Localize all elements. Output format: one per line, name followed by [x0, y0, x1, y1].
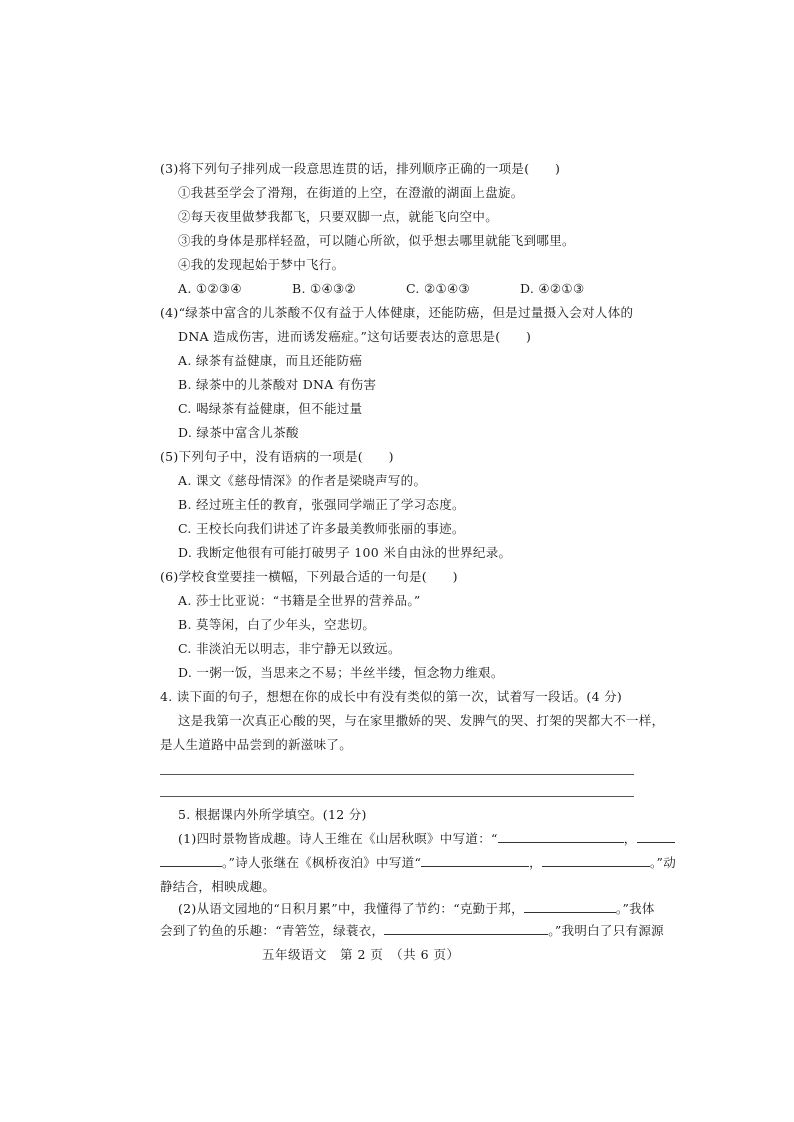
fill-text-4a: (2)从语文园地的“日积月累”中，我懂得了节约：“克勤于邦，	[178, 901, 524, 916]
fill-text-5b: 。”我明白了只有源源	[548, 923, 664, 938]
fill-line-3: 静结合，相映成趣。	[160, 879, 276, 894]
fill-text-2a: 。”诗人张继在《枫桥夜泊》中写道“	[222, 855, 422, 870]
blank-4[interactable]	[542, 854, 650, 867]
answer-line-2[interactable]	[160, 796, 634, 797]
q3-sentence-4: ④我的发现起始于梦中飞行。	[178, 257, 345, 272]
fill-line-2	[160, 854, 676, 872]
page-footer: 五年级语文 第 2 页 （共 6 页）	[262, 947, 460, 962]
fill-text-2c: 。”动	[649, 855, 676, 870]
q3-option-d: D. ④②①③	[520, 281, 585, 296]
fill-text-1a: (1)四时景物皆成趣。诗人王维在《山居秋暝》中写道：“	[178, 831, 498, 846]
q5-option-d: D. 我断定他很有可能打破男子 100 米自由泳的世界纪录。	[178, 545, 512, 560]
fill-line-1	[178, 830, 675, 848]
blank-2-cont[interactable]	[160, 854, 222, 867]
q5-option-a: A. 课文《慈母情深》的作者是梁晓声写的。	[178, 473, 427, 488]
q4-option-c: C. 喝绿茶有益健康，但不能过量	[178, 401, 363, 416]
q4-option-b: B. 绿茶中的儿茶酸对 DNA 有伤害	[178, 377, 377, 392]
blank-6[interactable]	[384, 922, 548, 935]
blank-2[interactable]	[637, 830, 675, 843]
q3-options	[178, 280, 584, 298]
question-5-stem: 5. 根据课内外所学填空。(12 分)	[178, 807, 367, 822]
q3-sentence-3: ③我的身体是那样轻盈，可以随心所欲，似乎想去哪里就能飞到哪里。	[178, 233, 575, 248]
q5-stem: (5)下列句子中，没有语病的一项是( )	[160, 449, 394, 464]
question-4-passage-line1: 这是我第一次真正心酸的哭，与在家里撒娇的哭、发脾气的哭、打架的哭都大不一样，	[178, 713, 665, 728]
fill-text-1b: ，	[623, 831, 637, 846]
q4-option-a: A. 绿茶有益健康，而且还能防癌	[178, 353, 363, 368]
q3-stem: (3)将下列句子排列成一段意思连贯的话，排列顺序正确的一项是( )	[160, 161, 561, 176]
q4-stem-line1: (4)“绿茶中富含的儿茶酸不仅有益于人体健康，还能防癌，但是过量摄入会对人体的	[160, 305, 634, 320]
q6-option-b: B. 莫等闲，白了少年头，空悲切。	[178, 617, 376, 632]
q3-option-b: B. ①④③②	[292, 281, 357, 296]
q6-option-c: C. 非淡泊无以明志，非宁静无以致远。	[178, 641, 401, 656]
q6-stem: (6)学校食堂要挂一横幅，下列最合适的一句是( )	[160, 569, 458, 584]
q4-stem-line2: DNA 造成伤害，进而诱发癌症。”这句话要表达的意思是( )	[178, 329, 532, 344]
fill-text-5a: 会到了钓鱼的乐趣：“青箬笠，绿蓑衣，	[160, 923, 385, 938]
question-4-stem: 4. 读下面的句子，想想在你的成长中有没有类似的第一次，试着写一段话。(4 分)	[160, 689, 623, 704]
fill-line-4	[178, 900, 655, 918]
fill-text-2b: ，	[529, 855, 542, 870]
q6-option-d: D. 一粥一饭，当思来之不易；半丝半缕，恒念物力维艰。	[178, 665, 504, 680]
answer-line-1[interactable]	[160, 774, 634, 775]
q5-option-c: C. 王校长向我们讲述了许多最美教师张丽的事迹。	[178, 521, 465, 536]
fill-line-5	[160, 922, 664, 940]
q3-option-c: C. ②①④③	[406, 281, 470, 296]
q3-sentence-1: ①我甚至学会了滑翔，在街道的上空，在澄澈的湖面上盘旋。	[178, 185, 524, 200]
q4-option-d: D. 绿茶中富含儿茶酸	[178, 425, 299, 440]
question-4-passage-line2: 是人生道路中品尝到的新滋味了。	[160, 737, 353, 752]
blank-1[interactable]	[498, 830, 624, 843]
q3-option-a: A. ①②③④	[178, 281, 242, 296]
q5-option-b: B. 经过班主任的教育，张强同学端正了学习态度。	[178, 497, 465, 512]
blank-5[interactable]	[524, 900, 616, 913]
q6-option-a: A. 莎士比亚说：“书籍是全世界的营养品。”	[178, 593, 421, 608]
fill-text-4b: 。”我体	[615, 901, 655, 916]
blank-3[interactable]	[421, 854, 529, 867]
q3-sentence-2: ②每天夜里做梦我都飞，只要双脚一点，就能飞向空中。	[178, 209, 499, 224]
